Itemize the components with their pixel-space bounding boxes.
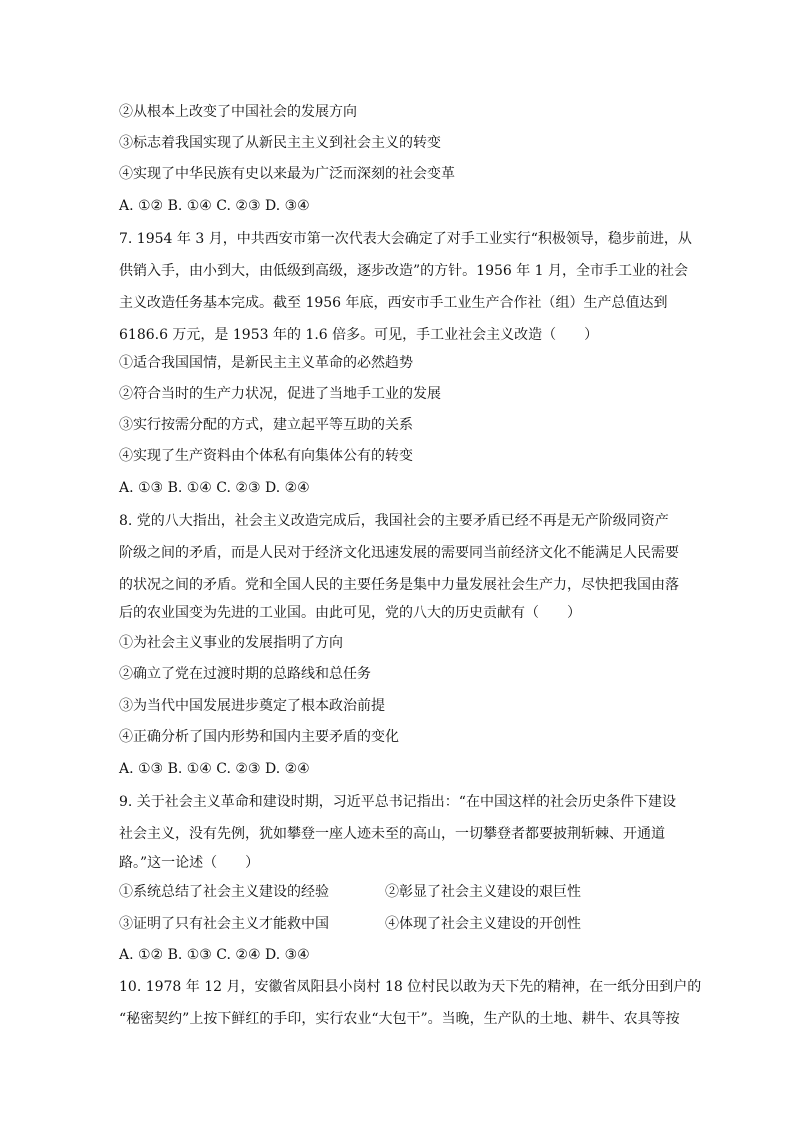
q8-option-3: ③为当代中国发展进步奠定了根本政治前提 [119,698,385,714]
q10-stem-line-1: 10. 1978 年 12 月，安徽省凤阳县小岗村 18 位村民以敢为天下先的精神，在一纸分田到户的 [119,979,702,995]
q8-option-1: ①为社会主义事业的发展指明了方向 [119,635,343,651]
q7-stem-line-4: 6186.6 万元，是 1953 年的 1.6 倍多。可见，手工业社会主义改造（ ） [119,327,599,343]
q6-option-3: ③标志着我国实现了从新民主主义到社会主义的转变 [119,135,441,151]
q7-stem-line-1: 7. 1954 年 3 月，中共西安市第一次代表大会确定了对手工业实行“积极领导，稳步前进，从 [119,231,692,247]
q7-option-2: ②符合当时的生产力状况，促进了当地手工业的发展 [119,386,441,402]
q9-stem-line-2: 社会主义，没有先例，犹如攀登一座人迹未至的高山，一切攀登者都要披荆斩棘、开通道 [119,826,665,842]
q9-option-4: ④体现了社会主义建设的开创性 [385,916,581,932]
q6-option-4: ④实现了中华民族有史以来最为广泛而深刻的社会变革 [119,166,455,182]
q7-stem-line-3: 主义改造任务基本完成。截至 1956 年底，西安市手工业生产合作社（组）生产总值达到 [119,295,668,311]
q9-option-1: ①系统总结了社会主义建设的经验 [119,884,329,900]
q6-option-2: ②从根本上改变了中国社会的发展方向 [119,104,357,120]
q9-option-2: ②彰显了社会主义建设的艰巨性 [385,884,581,900]
q8-answer-choices: A. ①③ B. ①④ C. ②③ D. ②④ [119,761,310,777]
q8-stem-line-2: 阶级之间的矛盾，而是人民对于经济文化迅速发展的需要同当前经济文化不能满足人民需要 [119,545,679,561]
q8-stem-line-3: 的状况之间的矛盾。党和全国人民的主要任务是集中力量发展社会生产力，尽快把我国由落 [119,577,679,593]
q7-option-1: ①适合我国国情，是新民主主义革命的必然趋势 [119,355,413,371]
q10-stem-line-2: “秘密契约”上按下鲜红的手印，实行农业“大包干”。当晚，生产队的土地、耕牛、农具等按 [119,1011,680,1027]
q8-stem-line-4: 后的农业国变为先进的工业国。由此可见，党的八大的历史贡献有（ ） [119,605,581,621]
q7-stem-line-2: 供销入手，由小到大，由低级到高级，逐步改造”的方针。1956 年 1 月，全市手工业的社会 [119,263,689,279]
q6-answer-choices: A. ①② B. ①④ C. ②③ D. ③④ [119,198,310,214]
q9-answer-choices: A. ①② B. ①③ C. ②④ D. ③④ [119,947,310,963]
q9-stem-line-3: 路。”这一论述（ ） [119,855,260,871]
q7-option-4: ④实现了生产资料由个体私有向集体公有的转变 [119,448,413,464]
q8-stem-line-1: 8. 党的八大指出，社会主义改造完成后，我国社会的主要矛盾已经不再是无产阶级同资产 [119,513,669,529]
q8-option-2: ②确立了党在过渡时期的总路线和总任务 [119,666,371,682]
q9-stem-line-1: 9. 关于社会主义革命和建设时期，习近平总书记指出：“在中国这样的社会历史条件下建设 [119,794,676,810]
q7-option-3: ③实行按需分配的方式，建立起平等互助的关系 [119,417,413,433]
q7-answer-choices: A. ①③ B. ①④ C. ②③ D. ②④ [119,480,310,496]
q8-option-4: ④正确分析了国内形势和国内主要矛盾的变化 [119,729,399,745]
q9-option-3: ③证明了只有社会主义才能救中国 [119,916,329,932]
